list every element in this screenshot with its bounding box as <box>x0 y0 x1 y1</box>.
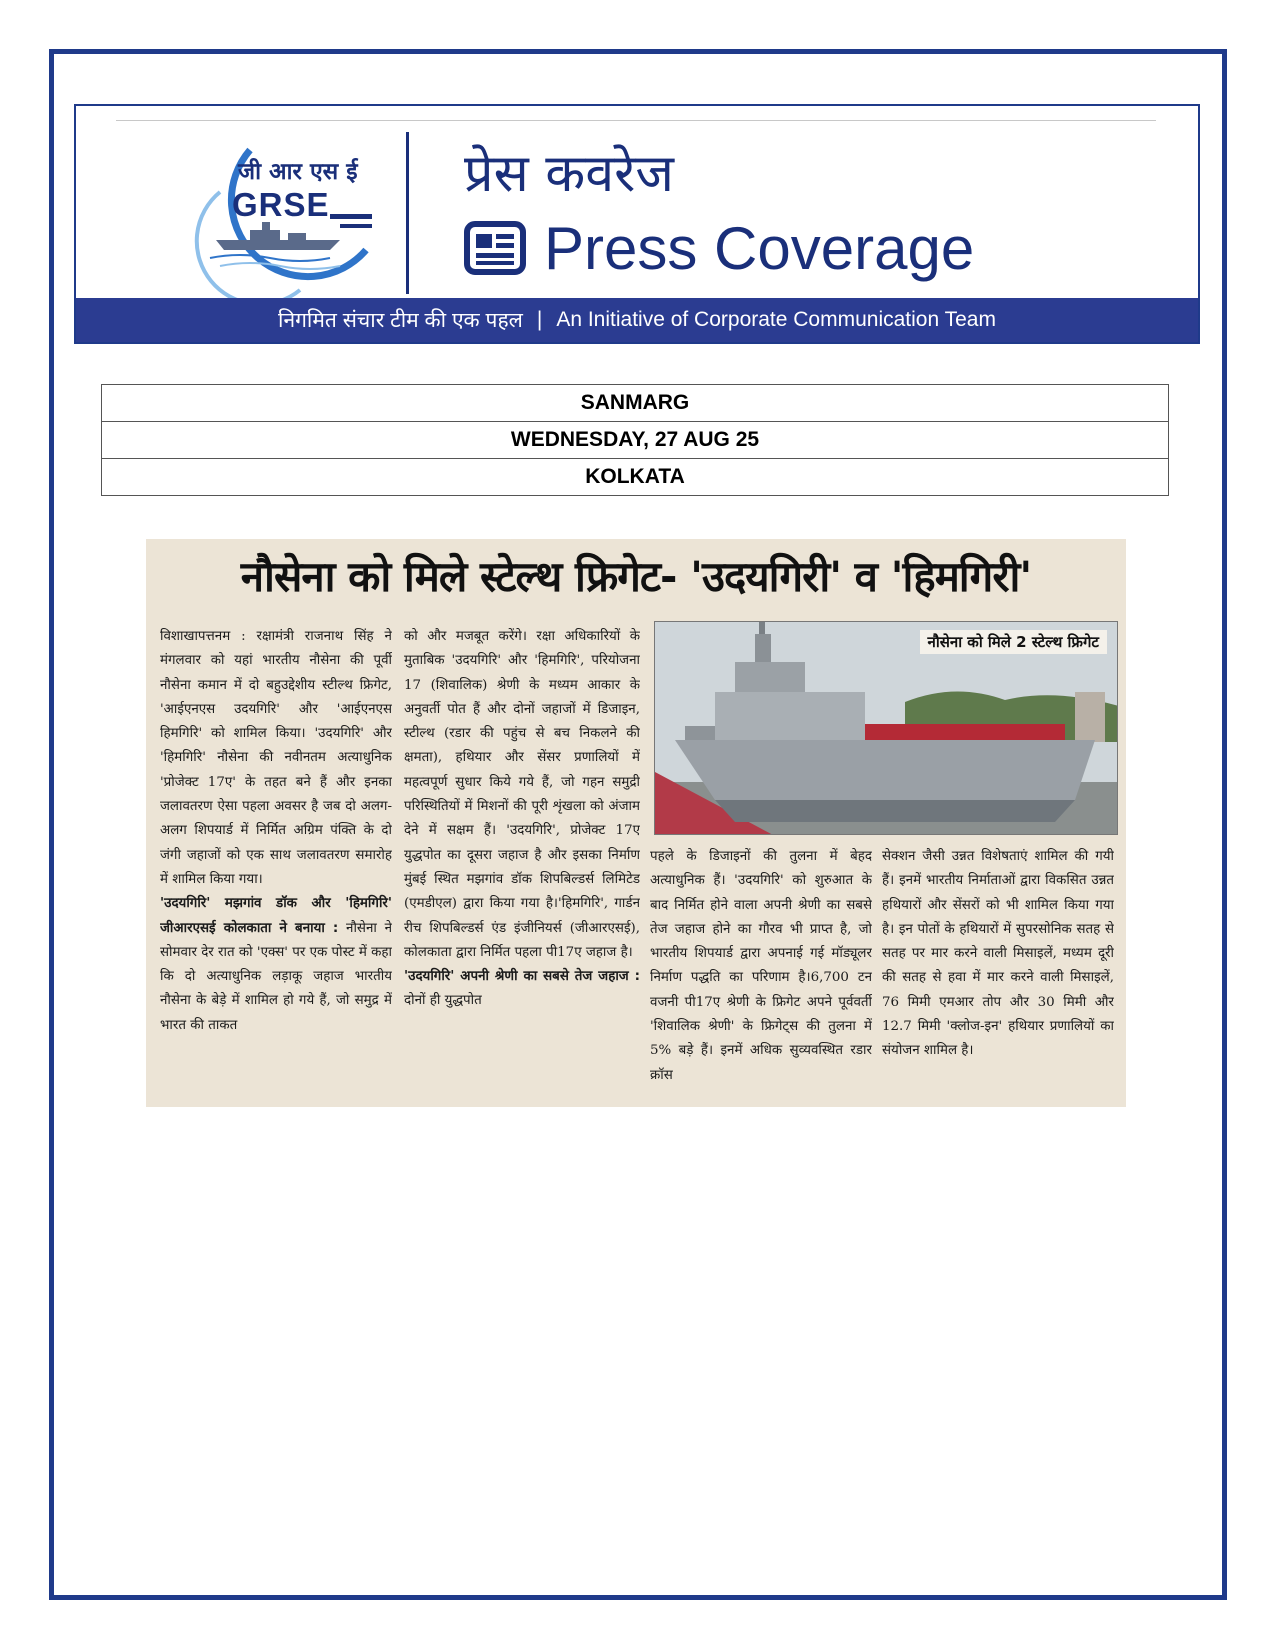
article-subhead: 'उदयगिरि' अपनी श्रेणी का सबसे तेज जहाज : <box>404 969 640 985</box>
article-column-4 <box>882 845 1114 1103</box>
press-coverage-banner <box>74 104 1200 344</box>
title-english: Press Coverage <box>544 214 975 282</box>
article-column-1 <box>160 625 392 1103</box>
newspaper-name: SANMARG <box>102 385 1169 422</box>
title-english-row <box>464 208 974 288</box>
article-headline: नौसेना को मिले स्टेल्थ फ्रिगेट- 'उदयगिरी' व 'हिमगिरी' <box>240 552 1032 601</box>
tagline-english: An Initiative of Corporate Communication Team <box>556 308 996 331</box>
article-paragraph: पहले के डिजाइनों की तुलना में बेहद अत्याधुनिक हैं। 'उदयगिरि' को शुरुआत के बाद निर्मित होने वाला अपनी श्रेणी का सबसे तेज जहाज होने का गौरव भी प्राप्त है, जो भारतीय शिपयार्ड द्वारा अपनाई गई मॉड्यूलर निर्माण पद्धति का परिणाम है।6,700 टन वजनी पी17ए श्रेणी के फ्रिगेट अपने पूर्ववर्ती 'शिवालिक श्रेणी' के फ्रिगेट्स की तुलना में 5% बड़े हैं। इनमें अधिक सुव्यवस्थित रडार क्रॉस <box>650 849 872 1083</box>
logo-latin-text: GRSE <box>232 186 330 223</box>
publication-info-table <box>101 384 1169 496</box>
logo-hindi-text: जी आर एस ई <box>238 159 358 185</box>
article-subhead: 'उदयगिरि' मझगांव डॉक और 'हिमगिरि' जीआरएसई कोलकाता ने बनाया : <box>160 896 392 936</box>
publication-date: WEDNESDAY, 27 AUG 25 <box>102 422 1169 459</box>
tagline-separator: | <box>536 308 543 331</box>
newspaper-clipping <box>146 539 1126 1107</box>
article-column-3 <box>650 845 872 1103</box>
article-column-2 <box>404 625 640 1103</box>
banner-divider <box>406 132 409 294</box>
article-paragraph: दोनों ही युद्धपोत <box>404 993 482 1009</box>
photo-caption: नौसेना को मिले 2 स्टेल्थ फ्रिगेट <box>920 630 1107 654</box>
article-paragraph: सेक्शन जैसी उन्नत विशेषताएं शामिल की गयी हैं। इनमें भारतीय निर्माताओं द्वारा विकसित उन्नत हथियारों और सेंसरों को भी शामिल किया गया है। इन पोतों के हथियारों में सुपरसोनिक सतह से सतह पर मार करने वाली मिसाइलें, मध्यम दूरी की सतह से हवा में मार करने वाली मिसाइलें, 76 मिमी एमआर तोप और 30 मिमी और 12.7 मिमी 'क्लोज-इन' हथियार प्रणालियों का संयोजन शामिल है। <box>882 849 1114 1059</box>
article-paragraph: विशाखापत्तनम : रक्षामंत्री राजनाथ सिंह ने मंगलवार को यहां भारतीय नौसेना की पूर्वी नौसेना कमान में दो बहुउद्देशीय स्टील्थ फ्रिगेट, 'आईएनएस उदयगिरि' और 'आईएनएस हिमगिरि' को शामिल किया। 'उदयगिरि' और 'हिमगिरि' नौसेना की नवीनतम अत्याधुनिक 'प्रोजेक्ट 17ए' के तहत बने हैं और इनका जलावतरण ऐसा पहला अवसर है जब दो अलग-अलग शिपयार्ड में निर्मित अग्रिम पंक्ति के दो जंगी जहाजों को एक साथ जलावतरण समारोह में शामिल किया गया। <box>160 629 392 887</box>
publication-city: KOLKATA <box>102 459 1169 496</box>
ship-photo <box>654 621 1118 835</box>
article-paragraph: को और मजबूत करेंगे। रक्षा अधिकारियों के मुताबिक 'उदयगिरि' और 'हिमगिरि', परियोजना 17 (शिवालिक) श्रेणी के मध्यम आकार के अनुवर्ती पोत हैं और दोनों जहाजों में डिजाइन, स्टील्थ (रडार की पहुंच से बच निकलने की क्षमता), हथियार और सेंसर प्रणालियों में महत्वपूर्ण सुधार किये गये हैं, जो गहन समुद्री परिस्थितियों में मिशनों की पूरी शृंखला को अंजाम देने में सक्षम हैं। 'उदयगिरि', प्रोजेक्ट 17ए युद्धपोत का दूसरा जहाज है और इसका निर्माण मुंबई स्थित मझगांव डॉक शिपबिल्डर्स लिमिटेड (एमडीएल) द्वारा किया गया है।'हिमगिरि', गार्डन रीच शिपबिल्डर्स एंड इंजीनियर्स (जीआरएसई), कोलकाता द्वारा निर्मित पहला पी17ए जहाज है। <box>404 629 640 960</box>
tagline-bar <box>76 298 1198 342</box>
article-paragraph: नौसेना ने सोमवार देर रात को 'एक्स' पर एक पोस्ट में कहा कि दो अत्याधुनिक लड़ाकू जहाज भारतीय नौसेना के बेड़े में शामिल हो गये हैं, जो समुद्र में भारत की ताकत <box>160 920 392 1033</box>
grse-logo-icon <box>180 132 376 304</box>
newspaper-icon <box>464 220 526 276</box>
tagline-hindi: निगमित संचार टीम की एक पहल <box>278 309 523 332</box>
banner-top-rule <box>116 120 1156 121</box>
title-hindi: प्रेस कवरेज <box>464 144 674 204</box>
